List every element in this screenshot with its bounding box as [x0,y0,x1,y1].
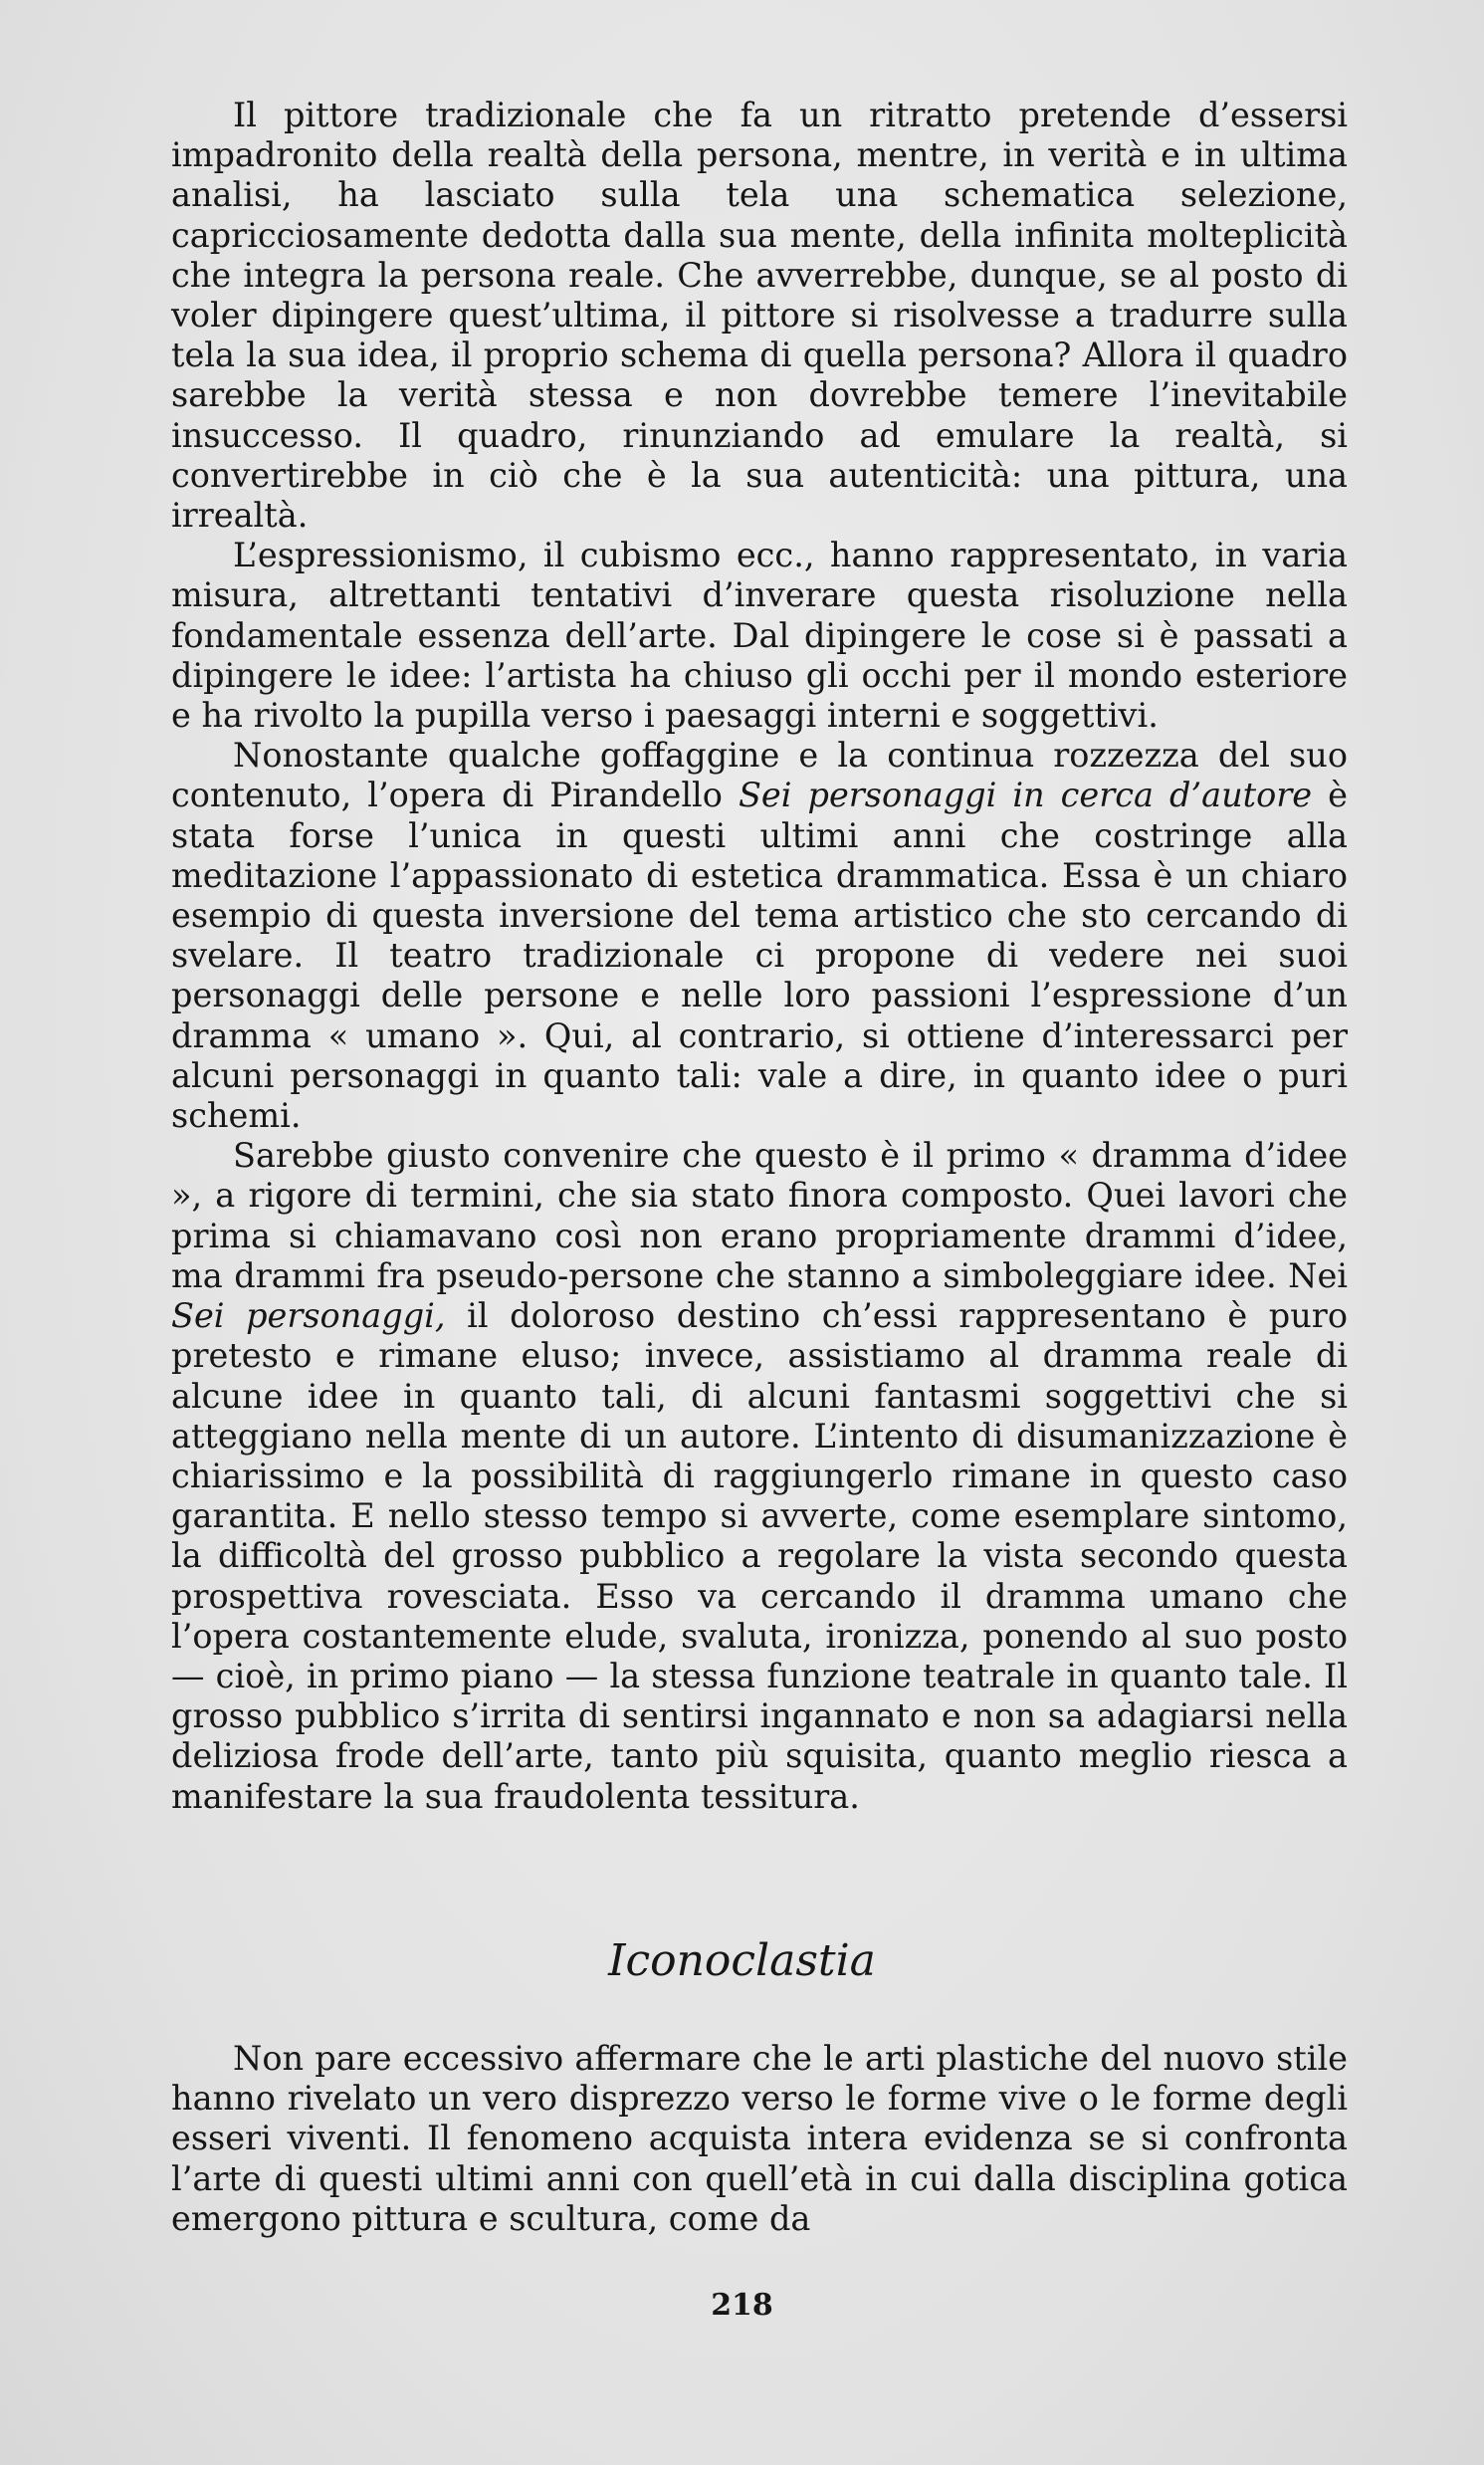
page-number: 218 [711,2288,773,2323]
paragraph-1 [171,96,1348,536]
work-title-italic: Sei personaggi in cerca d’autore [738,776,1313,815]
paragraph-3-text-a: Nonostante qualche goffaggine e la continua rozzezza del suo contenuto, l’opera di Pirandello [171,736,1348,815]
article-body [171,96,1348,1817]
work-title-short-italic: Sei personaggi, [171,1296,446,1336]
paragraph-3-text-b: è stata forse l’unica in questi ultimi anni che costringe alla meditazione l’appassionato di estetica drammatica. Essa è un chiaro esempio di questa inversione del tema artistico che sto cercando di svelare. Il teatro tradizionale ci propone di vedere nei suoi personaggi delle persone e nelle loro passioni l’espressione d’un dramma « umano ». Qui, al contrario, si ottiene d’interessarci per alcuni personaggi in quanto tali: vale a dire, in quanto idee o puri schemi. [171,776,1348,1136]
section-paragraph [171,2039,1348,2239]
paragraph-2-text: L’espressionismo, il cubismo ecc., hanno rappresentato, in varia misura, altrettanti tentativi d’inverare questa risoluzione nella fondamentale essenza dell’arte. Dal dipingere le cose si è passati a dipingere le idee: l’artista ha chiuso gli occhi per il mondo esteriore e ha rivolto la pupilla verso i paesaggi interni e soggettivi. [171,536,1348,736]
section-body [171,2039,1348,2239]
section-heading: Iconoclastia [608,1935,876,1986]
paragraph-4-text-b: il doloroso destino ch’essi rappresentano è puro pretesto e rimane eluso; invece, assistiamo al dramma reale di alcune idee in quanto tali, di alcuni fantasmi soggettivi che si atteggiano nella mente di un autore. L’intento di disumanizzazione è chiarissimo e la possibilità di raggiungerlo rimane in questo caso garantita. E nello stesso tempo si avverte, come esemplare sintomo, la difficoltà del grosso pubblico a regolare la vista secondo questa prospettiva rovesciata. Esso va cercando il dramma umano che l’opera costantemente elude, svaluta, ironizza, ponendo al suo posto — cioè, in primo piano — la stessa funzione teatrale in quanto tale. Il grosso pubblico s’irrita di sentirsi ingannato e non sa adagiarsi nella deliziosa frode dell’arte, tanto più squisita, quanto meglio riesca a manifestare la sua fraudolenta tessitura. [171,1296,1348,1816]
paragraph-1-text: Il pittore tradizionale che fa un ritratto pretende d’essersi impadronito della realtà della persona, mentre, in verità e in ultima analisi, ha lasciato sulla tela una schematica selezione, capricciosamente dedotta dalla sua mente, della infinita molteplicità che integra la persona reale. Che avverrebbe, dunque, se al posto di voler dipingere quest’ultima, il pittore si risolvesse a tradurre sulla tela la sua idea, il proprio schema di quella persona? Allora il quadro sarebbe la verità stessa e non dovrebbe temere l’inevitabile insuccesso. Il quadro, rinunziando ad emulare la realtà, si convertirebbe in ciò che è la sua autenticità: una pittura, una irrealtà. [171,96,1348,536]
paragraph-2 [171,536,1348,736]
paragraph-4 [171,1136,1348,1816]
paragraph-4-text-a: Sarebbe giusto convenire che questo è il primo « dramma d’idee », a rigore di termini, che sia stato finora composto. Quei lavori che prima si chiamavano così non erano propriamente drammi d’idee, ma drammi fra pseudo-persone che stanno a simboleggiare idee. Nei [171,1136,1348,1295]
paragraph-3 [171,736,1348,1136]
section-paragraph-text: Non pare eccessivo affermare che le arti plastiche del nuovo stile hanno rivelato un vero disprezzo verso le forme vive o le forme degli esseri viventi. Il fenomeno acquista intera evidenza se si confronta l’arte di questi ultimi anni con quell’età in cui dalla disciplina gotica emergono pittura e scultura, come da [171,2039,1348,2238]
